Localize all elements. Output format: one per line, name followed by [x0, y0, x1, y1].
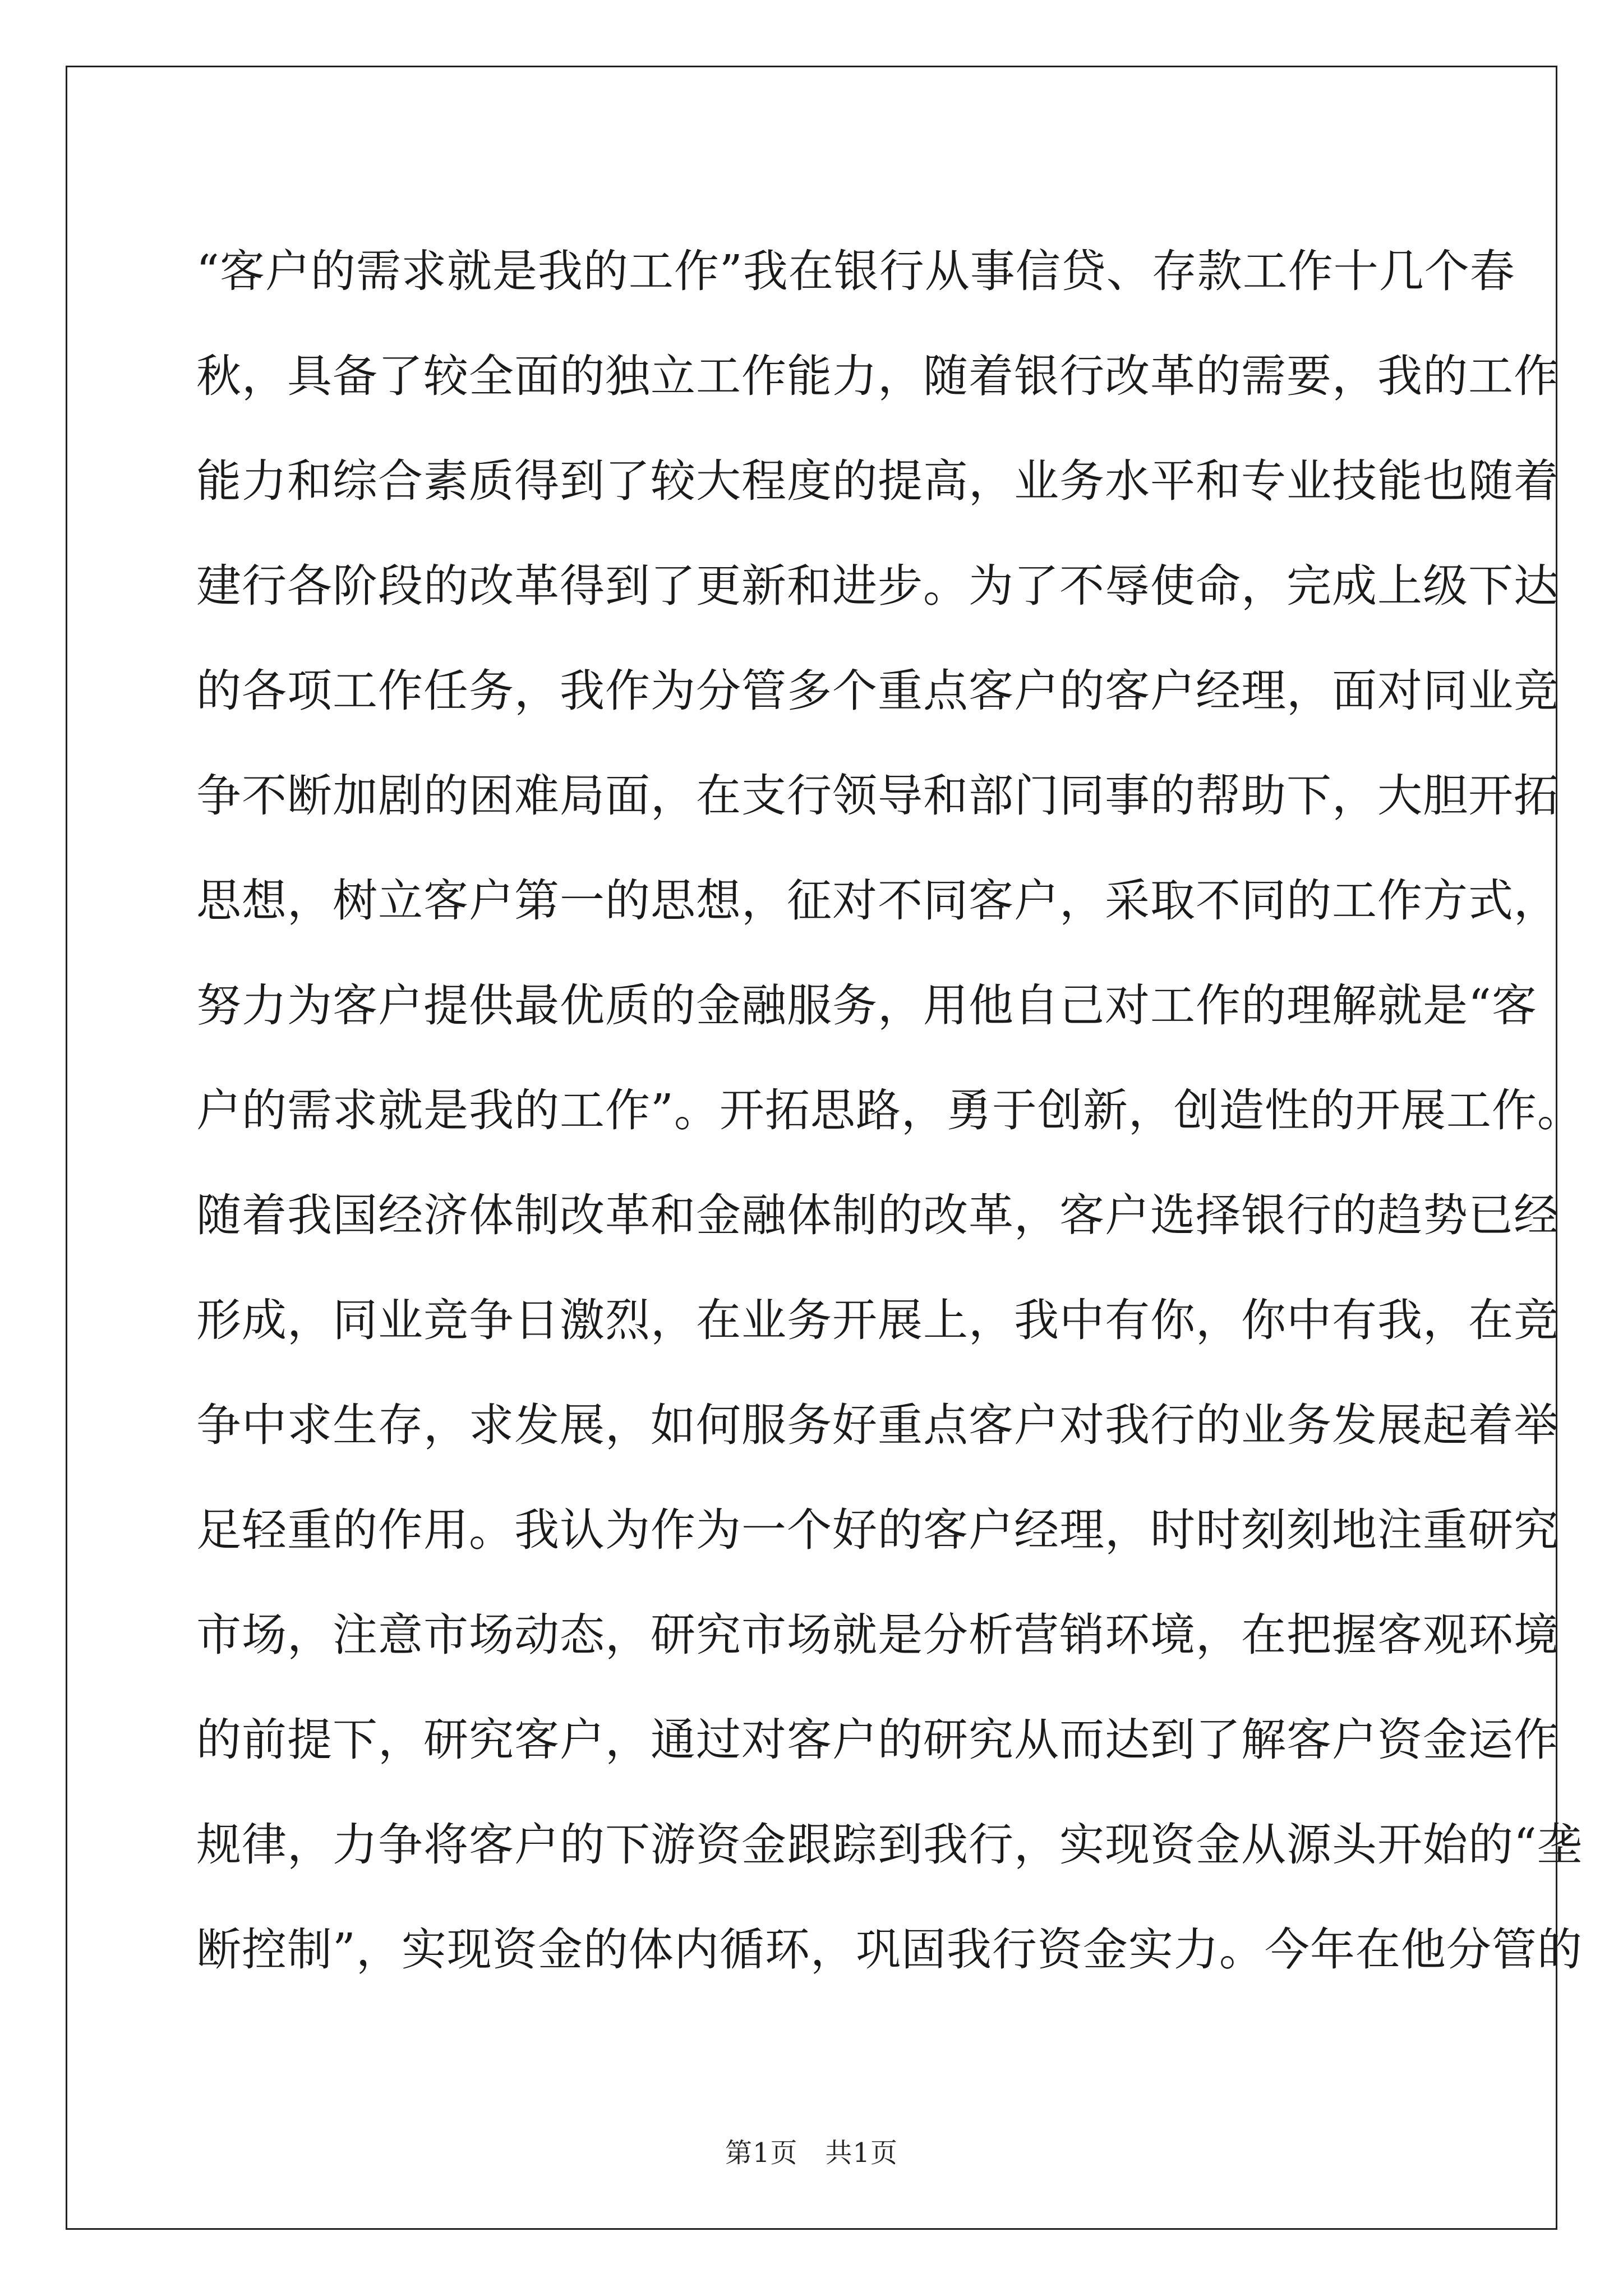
text-line: “客户的需求就是我的工作”我在银行从事信贷、存款工作十几个春 — [196, 245, 1515, 297]
text-line: 争不断加剧的困难局面，在支行领导和部门同事的帮助下，大胆开拓 — [196, 770, 1559, 822]
text-line: 断控制”，实现资金的体内循环，巩固我行资金实力。今年在他分管的 — [196, 1924, 1583, 1976]
text-line: 思想，树立客户第一的思想，征对不同客户，采取不同的工作方式， — [196, 875, 1559, 927]
text-line: 的各项工作任务，我作为分管多个重点客户的客户经理，面对同业竞 — [196, 665, 1559, 717]
document-body — [196, 219, 1583, 2002]
text-line: 努力为客户提供最优质的金融服务，用他自己对工作的理解就是“客 — [196, 979, 1537, 1032]
text-line: 规律，力争将客户的下游资金跟踪到我行，实现资金从源头开始的“垄 — [196, 1819, 1583, 1871]
text-line: 足轻重的作用。我认为作为一个好的客户经理，时时刻刻地注重研究 — [196, 1504, 1559, 1556]
text-line: 形成，同业竞争日激烈，在业务开展上，我中有你，你中有我，在竞 — [196, 1294, 1559, 1346]
text-line: 的前提下，研究客户，通过对客户的研究从而达到了解客户资金运作 — [196, 1714, 1559, 1766]
text-line: 市场，注意市场动态，研究市场就是分析营销环境，在把握客观环境 — [196, 1609, 1559, 1661]
text-line: 争中求生存，求发展，如何服务好重点客户对我行的业务发展起着举 — [196, 1399, 1559, 1451]
page-number-footer: 第1页 共1页 — [725, 2137, 898, 2169]
text-line: 建行各阶段的改革得到了更新和进步。为了不辱使命，完成上级下达 — [196, 560, 1559, 612]
text-line: 随着我国经济体制改革和金融体制的改革，客户选择银行的趋势已经 — [196, 1189, 1559, 1241]
text-line: 秋，具备了较全面的独立工作能力，随着银行改革的需要，我的工作 — [196, 350, 1559, 402]
text-line: 能力和综合素质得到了较大程度的提高，业务水平和专业技能也随着 — [196, 455, 1559, 507]
text-line: 户的需求就是我的工作”。开拓思路，勇于创新，创造性的开展工作。 — [196, 1084, 1583, 1137]
